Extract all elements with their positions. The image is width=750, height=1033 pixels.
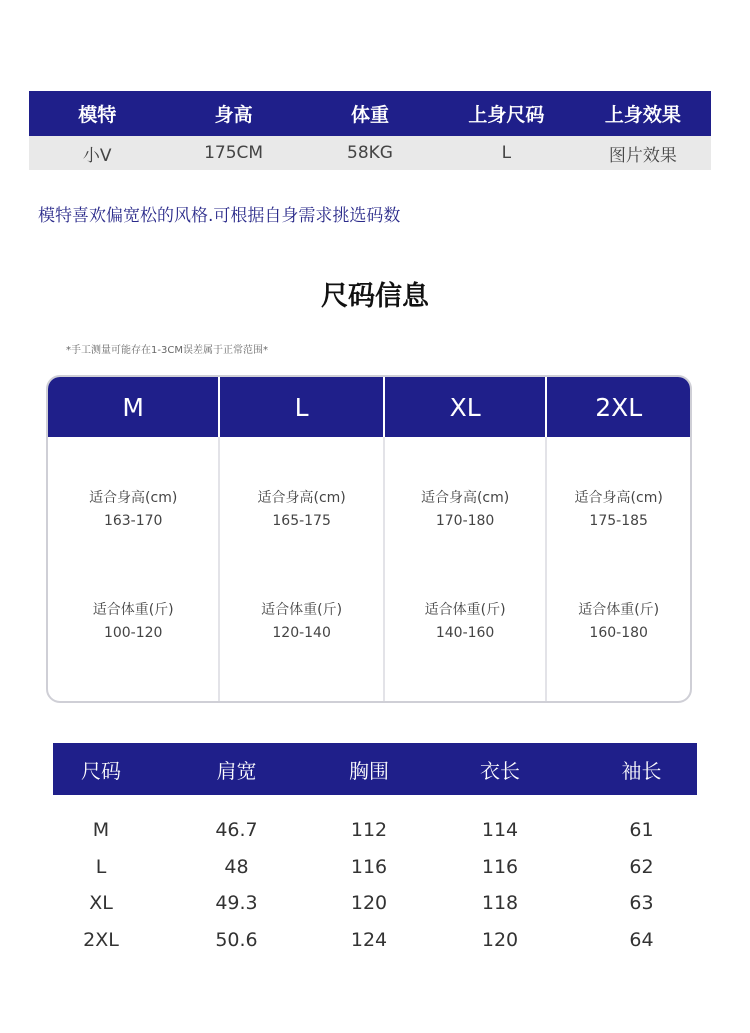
table-row [53, 922, 697, 959]
height-label: 适合身高(cm) [420, 490, 510, 506]
size-label-m: M [48, 377, 220, 437]
header-shoulder: 肩宽 [216, 758, 257, 783]
cell-chest: 116 [350, 855, 388, 878]
cell-chest: 112 [350, 819, 388, 842]
cell-length: 114 [481, 819, 519, 842]
cell-sleeve: 63 [629, 892, 654, 915]
measurement-table-body [53, 795, 697, 958]
height-range: 165-175 [272, 513, 331, 529]
table-row [53, 849, 697, 886]
size-recommendation-card [46, 375, 692, 703]
cell-chest: 124 [350, 928, 388, 951]
model-note: 模特喜欢偏宽松的风格.可根据自身需求挑选码数 [38, 206, 401, 226]
model-effect: 图片效果 [608, 145, 677, 166]
header-chest: 胸围 [349, 758, 389, 783]
size-cell-xl [385, 437, 547, 703]
cell-size: XL [89, 892, 113, 915]
header-weight: 体重 [351, 104, 390, 126]
cell-shoulder: 48 [224, 855, 249, 878]
header-fit-effect: 上身效果 [604, 104, 681, 126]
table-row [53, 885, 697, 922]
size-info-title: 尺码信息 [321, 281, 429, 312]
cell-sleeve: 62 [629, 855, 654, 878]
weight-label: 适合体重(斤) [578, 602, 660, 618]
cell-size: M [92, 819, 110, 842]
height-range: 170-180 [435, 513, 495, 529]
size-label-l: L [220, 377, 384, 437]
cell-chest: 120 [350, 892, 388, 915]
measure-note: *手工测量可能存在1-3CM误差属于正常范围* [66, 345, 268, 356]
height-label: 适合身高(cm) [574, 490, 663, 506]
size-label-2xl: 2XL [595, 392, 643, 422]
header-model: 模特 [78, 104, 117, 126]
model-height: 175CM [204, 143, 264, 163]
size-cell-m [48, 437, 220, 703]
table-row [53, 812, 697, 849]
size-cell-2xl [547, 437, 690, 703]
weight-label: 适合体重(斤) [261, 602, 343, 618]
model-name: 小V [82, 145, 112, 166]
header-sleeve: 袖长 [621, 758, 662, 783]
height-range: 175-185 [589, 513, 648, 529]
cell-length: 120 [481, 928, 519, 951]
size-label-xl: XL [385, 377, 547, 437]
height-label: 适合身高(cm) [89, 490, 178, 506]
cell-length: 116 [481, 855, 519, 878]
size-card-body [48, 437, 690, 703]
weight-label: 适合体重(斤) [92, 602, 174, 618]
cell-size: 2XL [83, 928, 119, 951]
cell-shoulder: 46.7 [215, 819, 258, 842]
model-size: L [501, 143, 512, 163]
cell-size: L [95, 855, 107, 878]
model-info-table [29, 91, 711, 170]
model-weight: 58KG [347, 143, 393, 163]
cell-shoulder: 49.3 [215, 892, 258, 915]
weight-label: 适合体重(斤) [424, 602, 506, 618]
height-range: 163-170 [103, 513, 163, 529]
weight-range: 100-120 [103, 625, 163, 641]
size-card-header [48, 377, 690, 437]
weight-range: 120-140 [272, 625, 331, 641]
weight-range: 160-180 [589, 625, 648, 641]
header-size-worn: 上身尺码 [468, 104, 545, 126]
header-height: 身高 [214, 104, 253, 126]
measurement-table-header [53, 743, 697, 795]
weight-range: 140-160 [435, 625, 495, 641]
header-size: 尺码 [81, 758, 121, 783]
cell-shoulder: 50.6 [215, 928, 258, 951]
cell-sleeve: 64 [629, 928, 654, 951]
size-cell-l [220, 437, 384, 703]
model-table-header [29, 91, 711, 136]
model-table-row [29, 136, 711, 170]
height-label: 适合身高(cm) [257, 490, 346, 506]
cell-length: 118 [481, 892, 519, 915]
cell-sleeve: 61 [629, 819, 654, 842]
header-length: 衣长 [480, 758, 520, 783]
measurement-table [53, 743, 697, 958]
